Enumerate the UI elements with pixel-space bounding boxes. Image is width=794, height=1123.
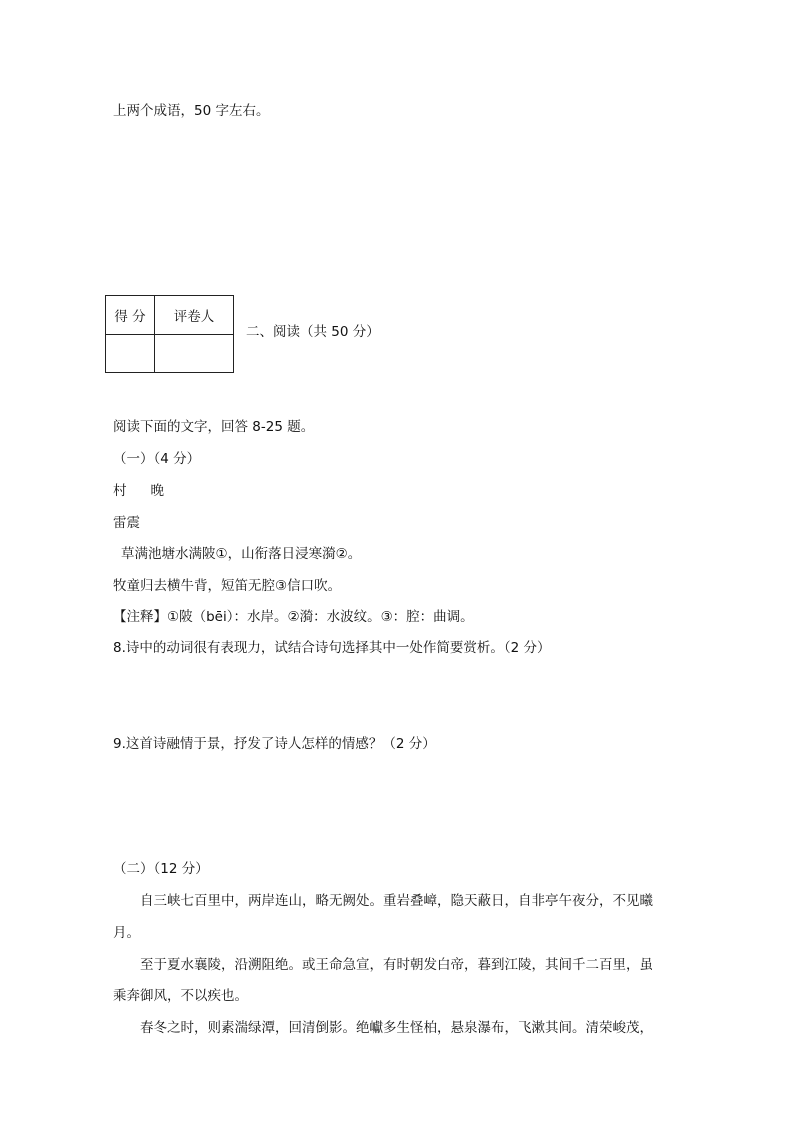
poem-note: 【注释】①陂（bēi）：水岸。②漪：水波纹。③：腔：曲调。 [113, 609, 474, 625]
part-two-header: （二）（12 分） [113, 861, 209, 877]
poem-title [113, 481, 164, 501]
score-value-cell [106, 335, 155, 373]
poem-line-2: 牧童归去横牛背，短笛无腔③信口吹。 [113, 578, 342, 594]
question-9: 9.这首诗融情于景，抒发了诗人怎样的情感？（2 分） [113, 736, 436, 752]
score-header-cell: 得 分 [106, 296, 155, 335]
poem-title-char-2: 晚 [150, 483, 164, 499]
question-8: 8.诗中的动词很有表现力，试结合诗句选择其中一处作简要赏析。（2 分） [113, 640, 551, 656]
passage-p1-line-1: 自三峡七百里中，两岸连山，略无阙处。重岩叠嶂，隐天蔽日，自非亭午夜分，不见曦 [140, 893, 653, 909]
passage-p3-line-1: 春冬之时，则素湍绿潭，回清倒影。绝巘多生怪柏，悬泉瀑布，飞漱其间。清荣峻茂， [140, 1020, 653, 1036]
section-two-title: 二、阅读（共 50 分） [246, 324, 380, 340]
part-one-header: （一）（4 分） [113, 451, 201, 467]
grader-value-cell [155, 335, 234, 373]
poem-line-1: 草满池塘水满陂①，山衔落日浸寒漪②。 [121, 546, 362, 562]
grader-header-cell: 评卷人 [155, 296, 234, 335]
poem-author: 雷震 [113, 515, 140, 531]
reading-instruction: 阅读下面的文字，回答 8-25 题。 [113, 419, 315, 435]
poem-title-char-1: 村 [113, 483, 127, 499]
passage-p2-line-1: 至于夏水襄陵，沿溯阻绝。或王命急宣，有时朝发白帝，暮到江陵，其间千二百里，虽 [140, 957, 653, 973]
intro-tail-text: 上两个成语，50 字左右。 [113, 103, 270, 119]
passage-p1-line-2: 月。 [113, 925, 140, 941]
passage-p2-line-2: 乘奔御风，不以疾也。 [113, 988, 248, 1004]
score-table [105, 295, 234, 373]
